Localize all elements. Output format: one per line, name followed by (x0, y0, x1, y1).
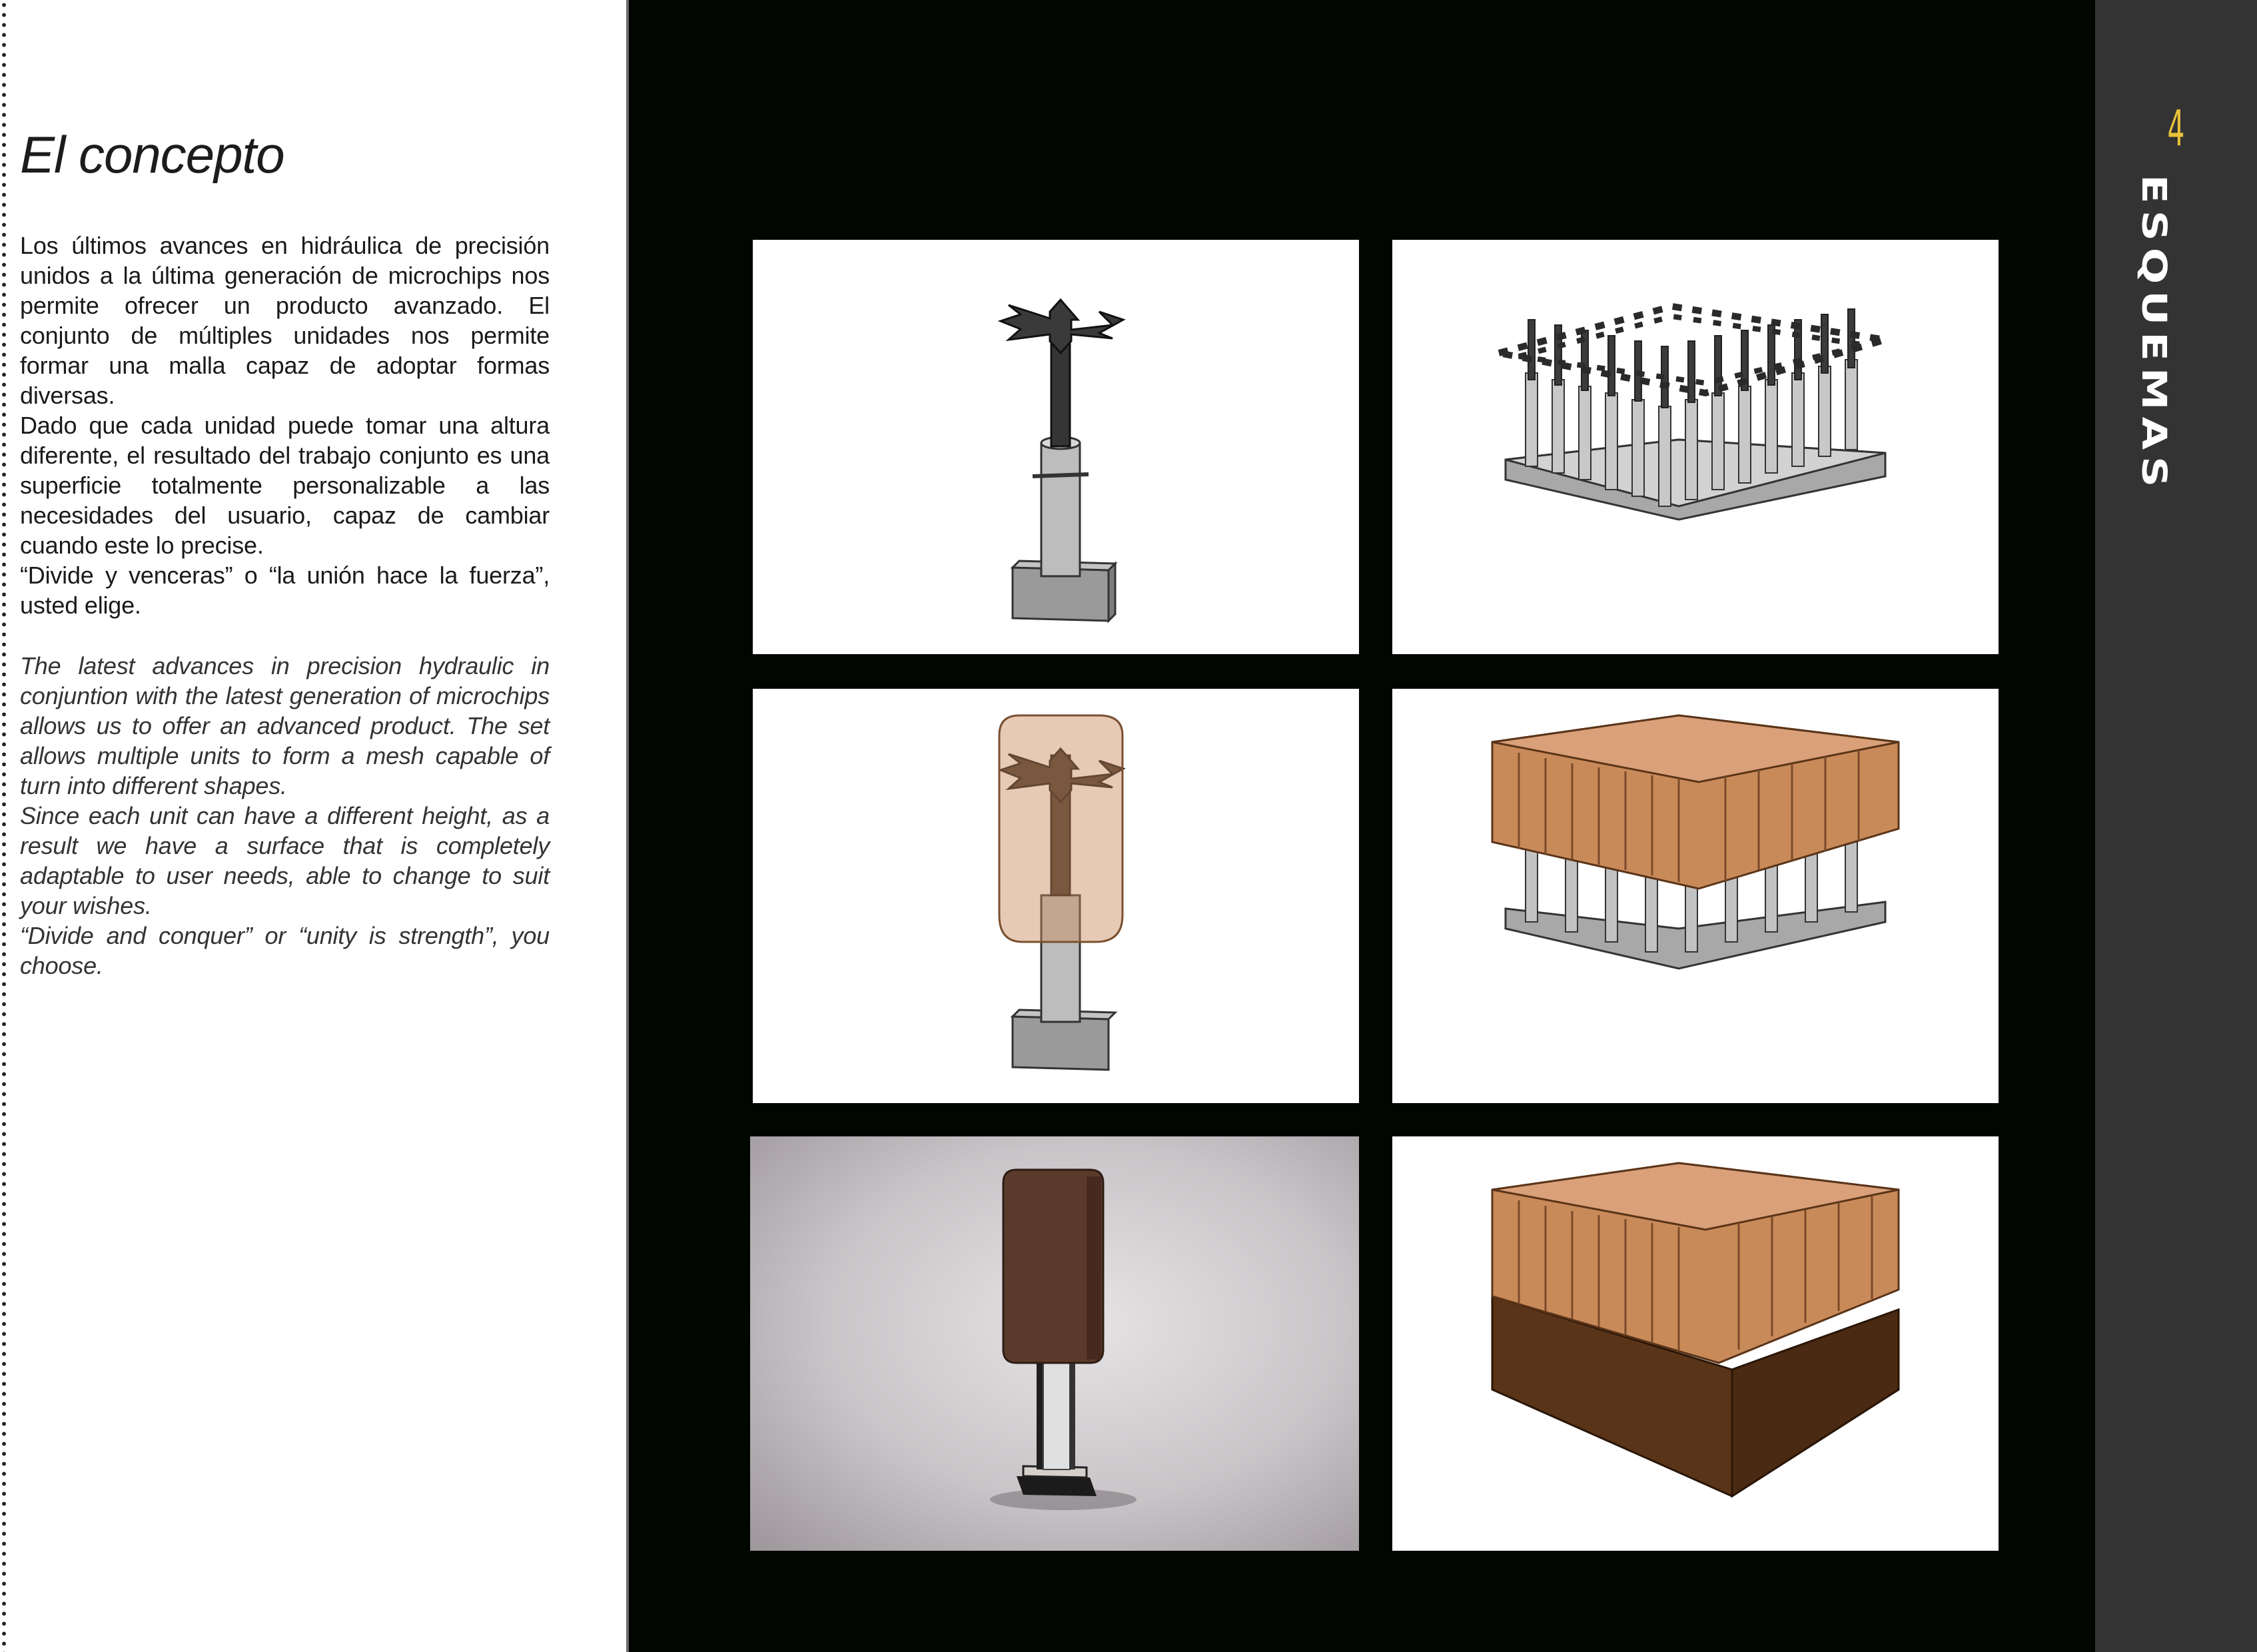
spanish-paragraph-2: Dado que cada unidad puede tomar una altura diferente, el resultado del trabajo conjunto es una superficie totalmente personalizable a las necesidades del usuario, capaz de cambiar cuando este lo precise. (20, 411, 550, 559)
english-paragraph-3: “Divide and conquer” or “unity is strength”, you choose. (20, 921, 550, 979)
english-paragraph-1: The latest advances in precision hydraulic in conjuntion with the latest generation of microchips allows us to offer an advanced product. The set allows multiple units to form a mesh capable of turn into different shapes. (20, 651, 550, 799)
english-description (20, 651, 550, 981)
unit-grid-drawing (1392, 240, 1999, 654)
image-panel (626, 0, 2095, 1652)
grid-on-base-sketch (1392, 1136, 1999, 1551)
unit-render-drawing (750, 1136, 1359, 1551)
page-title: El concepto (20, 125, 284, 184)
spanish-paragraph-3: “Divide y venceras” o “la unión hace la fuerza”, usted elige. (20, 561, 550, 619)
spanish-description (20, 230, 550, 620)
unit-with-cushion-drawing (753, 689, 1359, 1103)
section-tab (2095, 0, 2257, 1652)
text-column (20, 127, 550, 981)
single-unit-sketch (753, 240, 1359, 654)
unit-grid-sketch (1392, 240, 1999, 654)
english-paragraph-2: Since each unit can have a different height, as a result we have a surface that is completely adaptable to user needs, able to change to suit your wishes. (20, 801, 550, 919)
spanish-paragraph-1: Los últimos avances en hidráulica de precisión unidos a la última generación de microchips nos permite ofrecer un producto avanzado. El conjunto de múltiples unidades nos permite formar una malla capaz de adoptar formas diversas. (20, 231, 550, 409)
dotted-margin-rule (0, 0, 8, 1652)
cushion-grid-sketch (1392, 689, 1999, 1103)
grid-on-base-drawing (1392, 1136, 1999, 1551)
unit-with-cushion-sketch (753, 689, 1359, 1103)
unit-render (750, 1136, 1359, 1551)
single-unit-drawing (753, 240, 1359, 654)
cushion-grid-drawing (1392, 689, 1999, 1103)
section-label: ESQUEMAS (2134, 175, 2174, 494)
section-number: 4 (2167, 100, 2185, 157)
